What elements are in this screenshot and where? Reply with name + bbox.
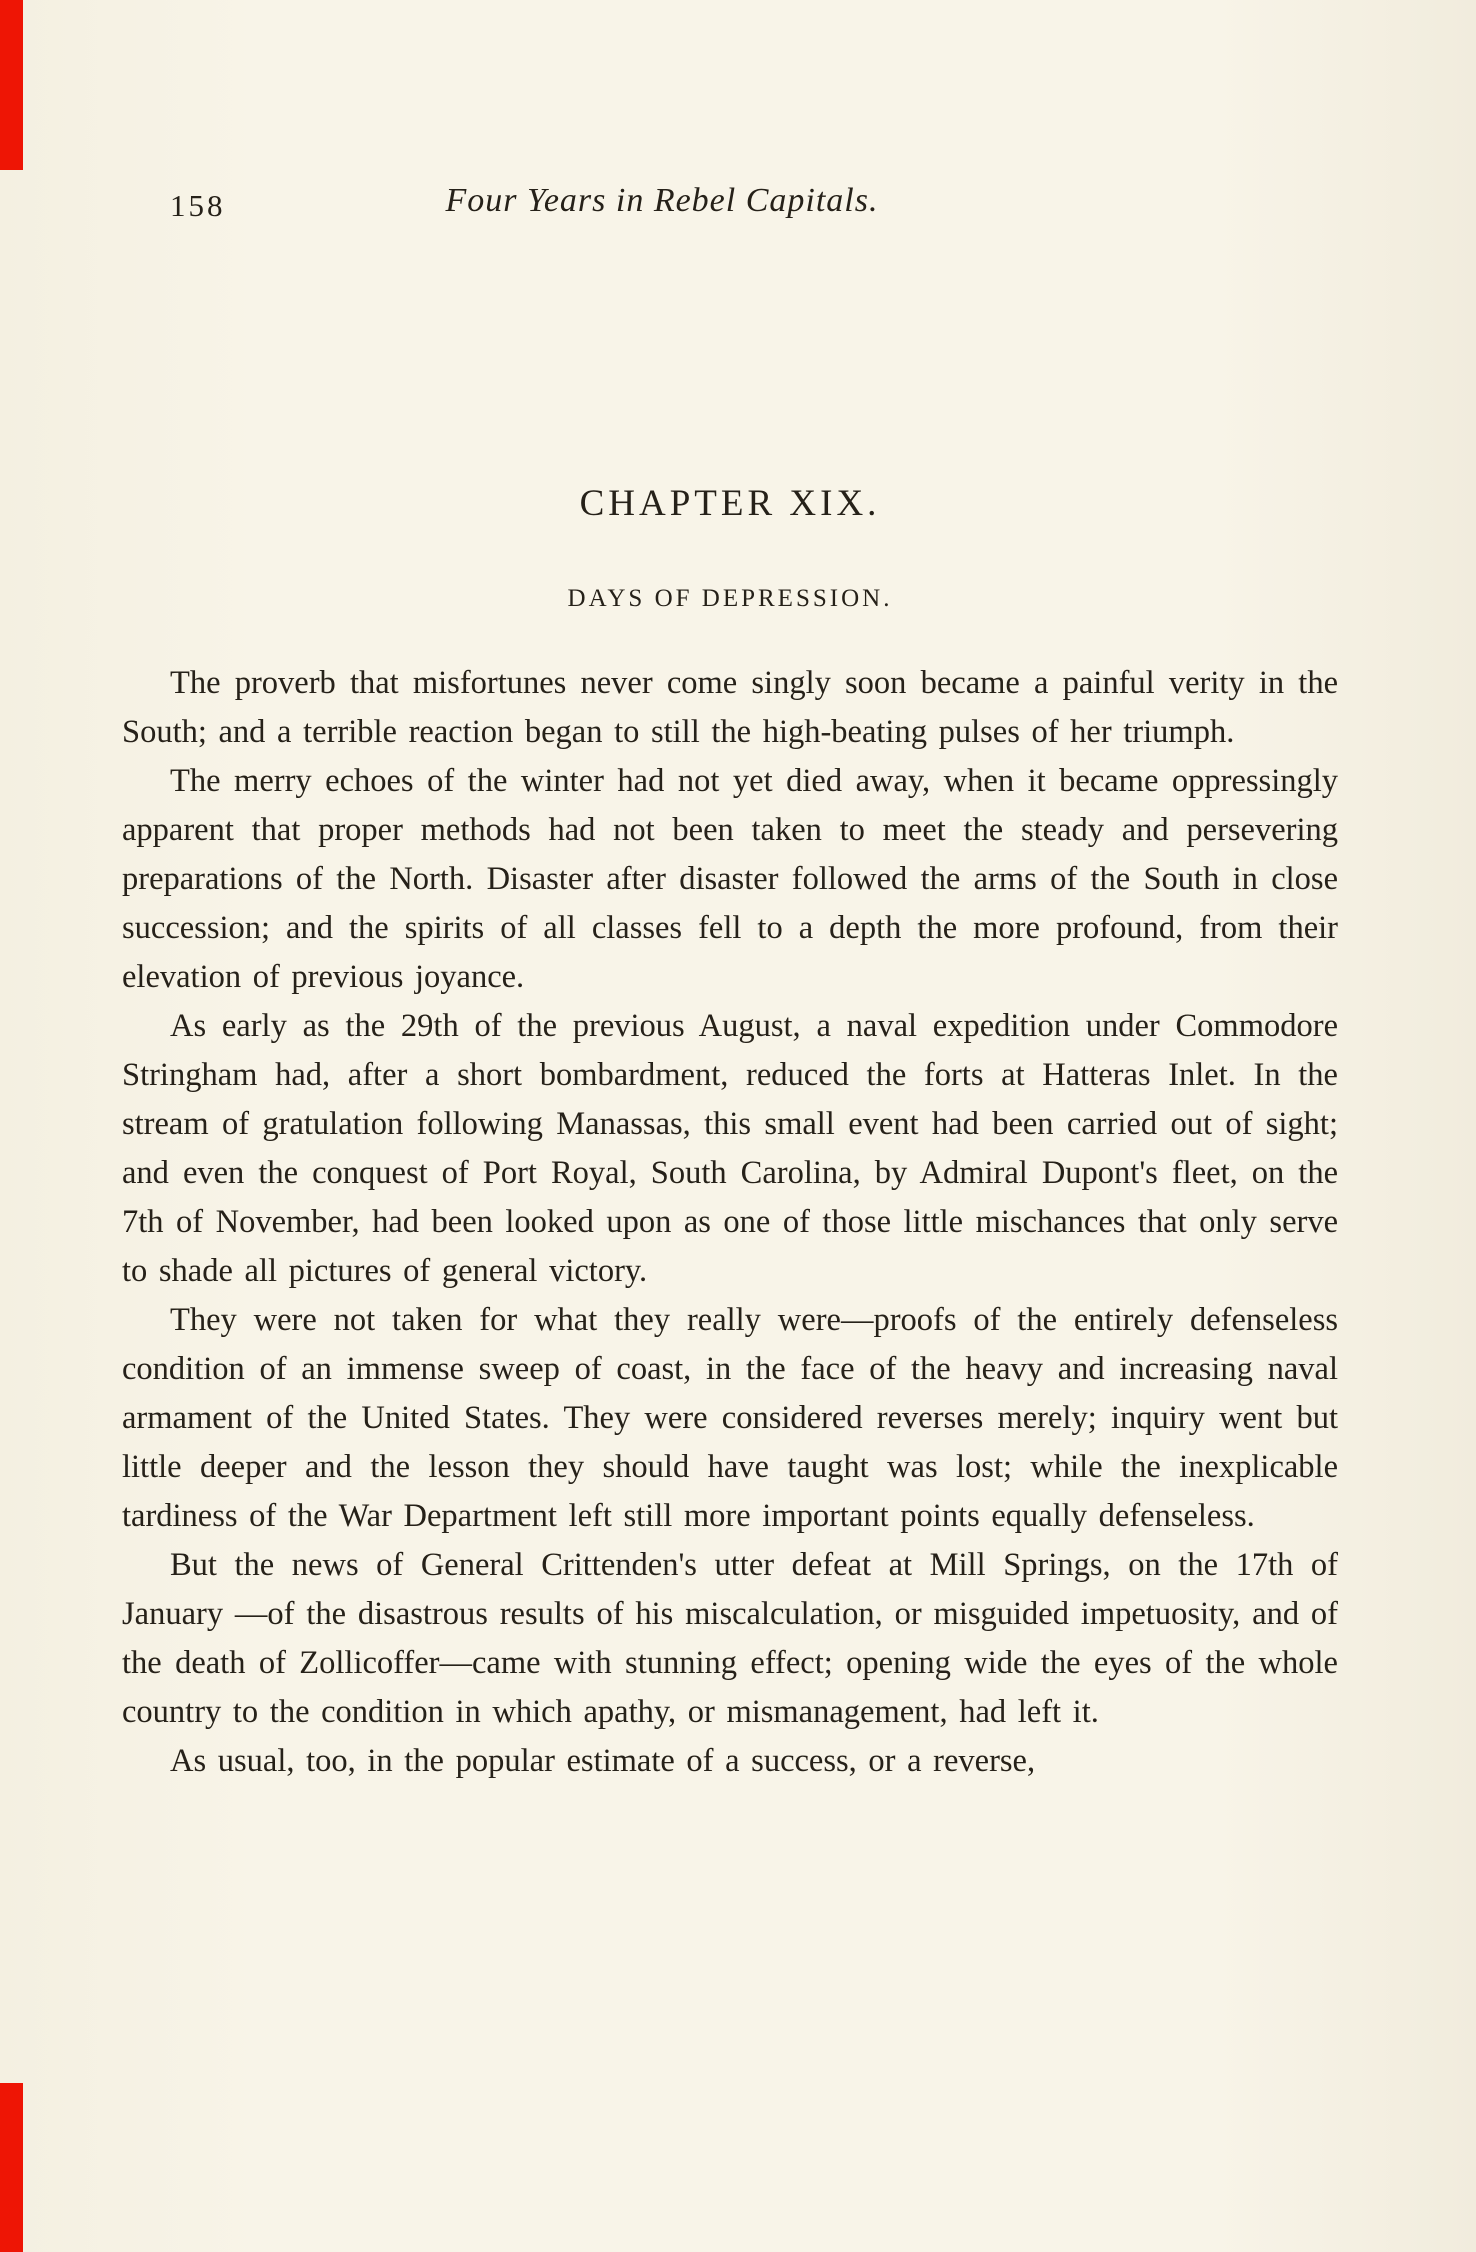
chapter-heading: CHAPTER XIX. xyxy=(579,483,881,524)
page-number: 158 xyxy=(170,188,226,223)
scan-artifact-red-bar-bottom xyxy=(0,2083,23,2252)
paragraph: They were not taken for what they really were—proofs of the entirely defenseless condition of an immense sweep of coast, in the face of the heavy and increasing naval armament of the United States. They were considered reverses merely; inquiry went but little deeper and the lesson they should have taught was lost; while the inexplicable tardiness of the War Department left still more important points equally defenseless. xyxy=(122,1302,1338,1534)
paragraph: As usual, too, in the popular estimate of a success, or a reverse, xyxy=(170,1743,1036,1779)
paragraph: The merry echoes of the winter had not yet died away, when it became oppressingly apparent that proper methods had not been taken to meet the steady and persevering preparations of the North. Disaster after disaster followed the arms of the South in close succession; and the spirits of all classes fell to a depth the more profound, from their elevation of previous joyance. xyxy=(122,763,1338,995)
paragraph: The proverb that misfortunes never come singly soon became a painful verity in the South; and a terrible reaction began to still the high-beating pulses of her triumph. xyxy=(122,665,1338,750)
page-header xyxy=(122,182,1338,223)
running-title: Four Years in Rebel Capitals. xyxy=(445,182,879,219)
body-text xyxy=(122,659,1338,1786)
scan-artifact-red-bar-top xyxy=(0,0,23,170)
section-heading: DAYS OF DEPRESSION. xyxy=(567,585,893,612)
page-content xyxy=(122,482,1338,1786)
paragraph: But the news of General Crittenden's utter defeat at Mill Springs, on the 17th of January —of the disastrous results of his miscalculation, or misguided impetuosity, and of the death of Zollicoffer—came with stunning effect; opening wide the eyes of the whole country to the condition in which apathy, or mismanagement, had left it. xyxy=(122,1547,1338,1730)
paragraph: As early as the 29th of the previous August, a naval expedition under Commodore Stringham had, after a short bombardment, reduced the forts at Hatteras Inlet. In the stream of gratulation following Manassas, this small event had been carried out of sight; and even the conquest of Port Royal, South Carolina, by Admiral Dupont's fleet, on the 7th of November, had been looked upon as one of those little mischances that only serve to shade all pictures of general victory. xyxy=(122,1008,1338,1289)
